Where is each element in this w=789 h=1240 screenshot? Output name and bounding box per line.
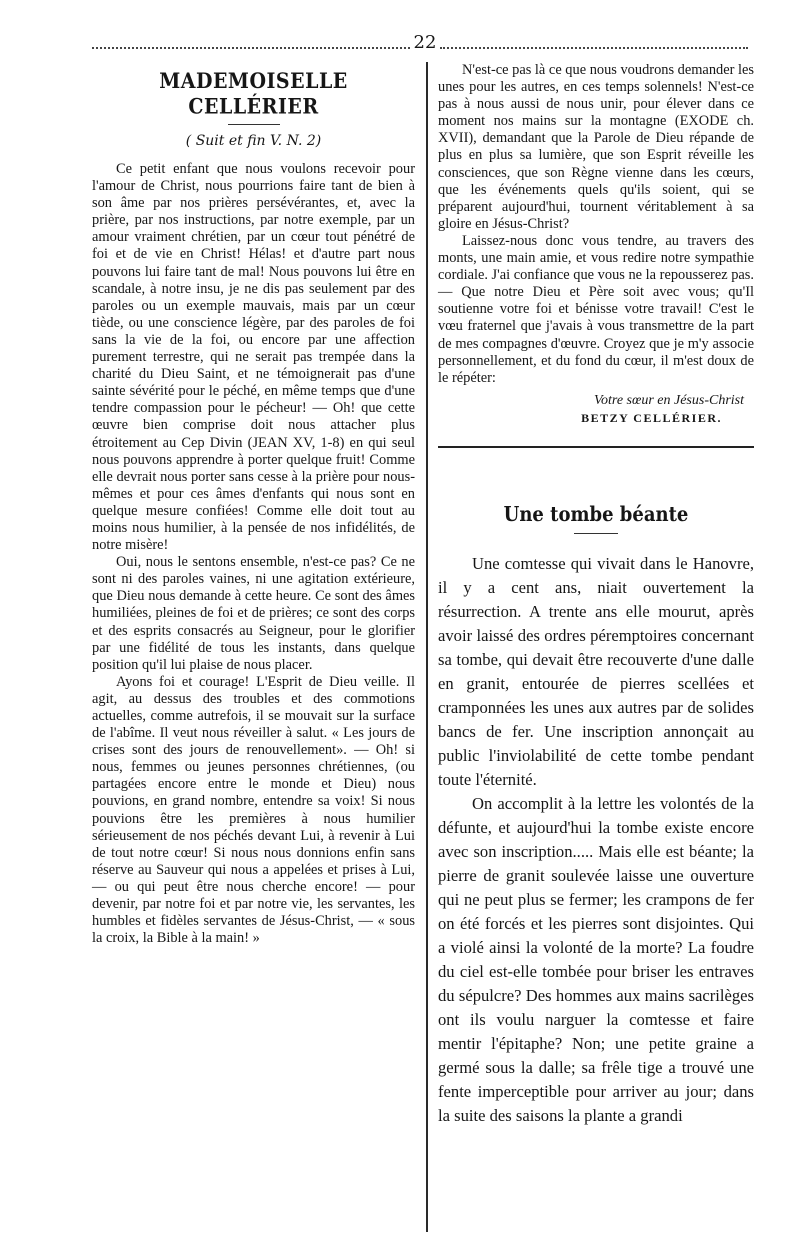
signature-line: Votre sœur en Jésus-Christ: [594, 392, 744, 408]
article-paragraph: Laissez-nous donc vous tendre, au travers des monts, une main amie, et vous redire notre sympathie cordiale. J'ai confiance que vous ne la repousserez pas. — Que notre Dieu et Père soit avec vous; qu'Il soutienne votre foi et bénisse votre travail! C'est le vœu fraternel que j'avais à vous transmettre de la part de mes compagnes d'œuvre. Croyez que je m'y associe personnellement, et du fond du cœur, il m'est doux de le répéter:: [438, 232, 754, 386]
header-ornament-rule-right: [440, 47, 748, 49]
left-column: [92, 62, 415, 947]
article-paragraph: Oui, nous le sentons ensemble, n'est-ce pas? Ce ne sont ni des paroles vaines, ni une agitation extérieure, que Dieu nous demande à cette heure. Ce sont des âmes humiliées, pleines de foi et de prières; ce sont des corps et des esprits consacrés au Seigneur, pour le glorifier par une fidélité de tous les instants, dans quelque position qu'il lui plaise de nous placer.: [92, 554, 415, 673]
title-rule: [228, 124, 280, 125]
article-paragraph: Ce petit enfant que nous voulons recevoir pour l'amour de Christ, nous pourrions faire tant de bien à son âme par nos prières persévérantes, et, avec la prière, par nos instructions, par notre exemple, par un amour vraiment chrétien, par un cœur tout pénétré de foi et de vie en Christ! Hélas! et d'autre part nous pouvons lui faire tant de mal! Nous pouvons lui être en scandale, à notre insu, je ne dis pas seulement par des paroles ou un exemple mauvais, mais par un cœur tiède, ou une conscience légère, par des paroles de foi sans la vie de la foi, ou encore par une affection purement terrestre, qui ne serait pas trempée dans la charité du Dieu Saint, et ne témoignerait pas d'une sainte sévérité pour le péché, en même temps que d'une tendre compassion pour le pécheur! — Oh! que cette œuvre bien comprise doit nous attacher plus étroitement au Cep Divin (JEAN XV, 1-8) en qui seul nous pouvons apprendre à porter quelque fruit! Comme elle devrait nous porter sans cesse à la prière pour nous-mêmes et pour ces âmes d'enfants qui nous sont en quelque mesure confiées! Comme elle doit tout au moins nous humilier, à la pensée de nos infidélités, de notre misère!: [92, 161, 415, 554]
article-paragraph: Ayons foi et courage! L'Esprit de Dieu veille. Il agit, au dessus des troubles et des commotions actuelles, comme autrefois, il se mouvait sur la surface de l'abîme. Il veut nous réveiller à salut. « Les jours de crises sont des jours de renouvellement». — Oh! si nous, femmes ou jeunes personnes chrétiennes, (ou partagées encore entre le monde et Dieu) nous pouvions, en grand nombre, entendre sa voix! Si nous pouvions être les premières à nous humilier sérieusement de nos péchés devant Lui, à revenir à Lui de tout notre cœur! Si nous nous donnions enfin sans réserve au Sauveur qui nous a appelées et prises à Lui, — ou qui peut être nous cherche encore! — pour devenir, par notre foi et par notre vie, les servantes, les humbles et fidèles servantes de Jésus-Christ, — « sous la croix, la Bible à la main! »: [92, 673, 415, 947]
article-paragraph: N'est-ce pas là ce que nous voudrons demander les unes pour les autres, en ces temps solennels! N'est-ce pas à nous aussi de nous unir, pour élever dans ce moment nos mains sur la montagne (EXODE ch. XVII), demandant que la Parole de Dieu répande de plus en plus sa lumière, que son Esprit réveille les consciences, que son Règne vienne dans les cœurs, que les événements quels qu'ils soient, qui se préparent aujourd'hui, tournent véritablement à sa gloire en Jésus-Christ?: [438, 62, 754, 232]
article-separator: [438, 446, 754, 448]
article-subtitle: ( Suit et fin V. N. 2): [185, 133, 322, 149]
column-divider: [426, 62, 428, 1232]
article-paragraph: On accomplit à la lettre les volontés de la défunte, et aujourd'hui la tombe existe encore avec son inscription..... Mais elle est béante; la pierre de granit soulevée laisse une ouverture qui ne peut plus se fermer; les crampons de fer on été forcés et les pierres sont disjointes. Qui a violé ainsi la volonté de la morte? La foudre du ciel est-elle tombée pour briser les entraves du sépulcre? Des hommes aux mains sacrilèges ont ils voulu narguer la comtesse et faire mentir l'épitaphe? Non; une petite graine a germé sous la dalle; sa frêle tige a trouvé une fente imperceptible pour arriver au jour; dans la suite des saisons la plante a grandi: [438, 793, 754, 1125]
article-title: MADEMOISELLE CELLÉRIER: [159, 68, 348, 120]
header-ornament-rule-left: [92, 47, 410, 49]
signature-name: BETZY CELLÉRIER.: [581, 410, 722, 425]
right-column: [438, 62, 754, 1128]
article-paragraph: Une comtesse qui vivait dans le Hanovre, il y a cent ans, niait ouvertement la résurrection. A trente ans elle mourut, après avoir laissé des ordres péremptoires concernant sa tombe, qui devait être recouverte d'une dalle en granit, entourée de pierres scellées et cramponnées les unes aux autres par de solides bancs de fer. Une inscription annonçait au public l'inviolabilité de cette tombe pendant toute l'éternité.: [438, 553, 754, 789]
title-rule: [574, 533, 618, 534]
article-title: Une tombe béante: [503, 502, 689, 527]
page-number: 22: [413, 32, 437, 53]
